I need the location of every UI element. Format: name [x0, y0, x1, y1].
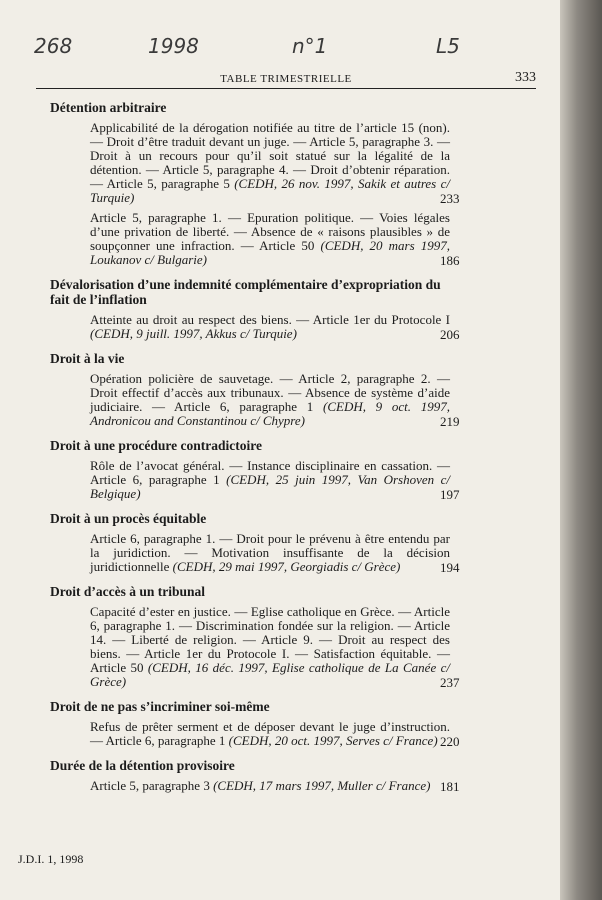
entry-source: (CEDH, 20 oct. 1997, Serves c/ France)	[228, 733, 438, 748]
section-heading: Détention arbitraire	[50, 100, 167, 115]
index-section	[50, 351, 460, 429]
entry-text	[90, 211, 450, 267]
index-entry	[50, 458, 460, 502]
page-header	[36, 70, 536, 89]
entry-source: (CEDH, 20 mars 1997, Loukanov c/ Bulgarie)	[90, 238, 451, 267]
entry-page-number: 186	[440, 253, 460, 268]
entry-text	[90, 779, 450, 793]
entry-description: Rôle de l’avocat général. — Instance disciplinaire en cassation. — Article 6, paragraphe 1	[90, 458, 450, 487]
entry-description: Article 5, paragraphe 1. — Epuration politique. — Voies légales d’une privation de liberté. — Absence de « raisons plausibles » de soupçonner une infraction. — Article 50	[90, 210, 450, 253]
page-number: 333	[515, 70, 536, 85]
section-heading: Droit d’accès à un tribunal	[50, 584, 206, 599]
entry-source: (CEDH, 9 juill. 1997, Akkus c/ Turquie)	[90, 326, 297, 341]
entry-source: (CEDH, 9 oct. 1997, Andronicou and Constantinou c/ Chypre)	[90, 399, 450, 428]
entry-description: Applicabilité de la dérogation notifiée au titre de l’article 15 (non). — Droit d’être traduit devant un juge. — Article 5, paragraphe 3. — Droit à un recours pour qu’il soit statué sur la légalité de la détention. — Article 5, paragraphe 4. — Droit d’obtenir réparation. — Article 5, paragraphe 5	[90, 120, 450, 191]
section-heading: Droit à une procédure contradictoire	[50, 438, 262, 453]
entry-text	[90, 121, 450, 205]
entry-page-number: 194	[440, 560, 460, 575]
entry-source: (CEDH, 25 juin 1997, Van Orshoven c/ Belgique)	[90, 472, 450, 501]
index-section	[50, 584, 460, 690]
index-section	[50, 100, 460, 268]
entry-source: (CEDH, 29 mai 1997, Georgiadis c/ Grèce)	[172, 559, 401, 574]
entry-description: Refus de prêter serment et de déposer devant le juge d’instruction. — Article 6, paragraphe 1	[90, 719, 450, 748]
entry-description: Article 6, paragraphe 1. — Droit pour le prévenu à être entendu par la juridiction. — Motivation insuffisante de la décision juridictionnelle	[90, 531, 450, 574]
entry-page-number: 237	[440, 675, 460, 690]
entry-page-number: 206	[440, 327, 460, 342]
entry-text	[90, 372, 450, 428]
handwritten-note-left: 268	[34, 34, 73, 58]
index-entry	[50, 719, 460, 749]
index-section	[50, 699, 460, 749]
entry-page-number: 181	[440, 779, 460, 794]
entry-page-number: 219	[440, 414, 460, 429]
index-entry	[50, 371, 460, 429]
index-section	[50, 758, 460, 794]
index-sections	[50, 100, 460, 803]
entry-description: Atteinte au droit au respect des biens. — Article 1er du Protocole I	[90, 312, 450, 327]
entry-description: Capacité d’ester en justice. — Eglise catholique en Grèce. — Article 6, paragraphe 1. — Discrimination fondée sur la religion. — Article 14. — Liberté de religion. — Article 9. — Droit au respect des biens. — Article 1er du Protocole I. — Satisfaction équitable. — Article 50	[90, 604, 450, 675]
entry-text	[90, 720, 450, 748]
index-entry	[50, 604, 460, 690]
handwritten-note-right: L5	[436, 34, 460, 58]
section-heading: Droit à un procès équitable	[50, 511, 207, 526]
section-heading: Droit de ne pas s’incriminer soi-même	[50, 699, 270, 714]
index-section	[50, 511, 460, 575]
entry-text	[90, 459, 450, 501]
entry-text	[90, 605, 450, 689]
entry-page-number: 220	[440, 734, 460, 749]
handwritten-note-year: 1998	[148, 34, 199, 58]
entry-page-number: 197	[440, 487, 460, 502]
index-section	[50, 438, 460, 502]
entry-text	[90, 313, 450, 341]
index-entry	[50, 312, 460, 342]
entry-description: Opération policière de sauvetage. — Article 2, paragraphe 2. — Droit effectif d’accès aux tribunaux. — Absence de système d’aide judiciaire. — Article 6, paragraphe 1	[90, 371, 450, 414]
index-section	[50, 277, 460, 342]
index-entry	[50, 778, 460, 794]
index-entry	[50, 210, 460, 268]
index-entry	[50, 531, 460, 575]
entry-source: (CEDH, 26 nov. 1997, Sakik et autres c/ Turquie)	[90, 176, 450, 205]
entry-description: Article 5, paragraphe 3	[90, 778, 210, 793]
entry-page-number: 233	[440, 191, 460, 206]
entry-text	[90, 532, 450, 574]
handwritten-note-number: n°1	[292, 34, 328, 58]
entry-source: (CEDH, 17 mars 1997, Muller c/ France)	[213, 778, 431, 793]
section-heading: Durée de la détention provisoire	[50, 758, 235, 773]
entry-source: (CEDH, 16 déc. 1997, Eglise catholique de La Canée c/ Grèce)	[90, 660, 450, 689]
index-entry	[50, 120, 460, 206]
journal-footer: J.D.I. 1, 1998	[18, 852, 84, 866]
book-gutter	[560, 0, 602, 900]
section-heading: Dévalorisation d’une indemnité complémentaire d’expropriation du fait de l’inflation	[50, 277, 441, 307]
section-heading: Droit à la vie	[50, 351, 125, 366]
running-title: TABLE TRIMESTRIELLE	[220, 73, 352, 85]
